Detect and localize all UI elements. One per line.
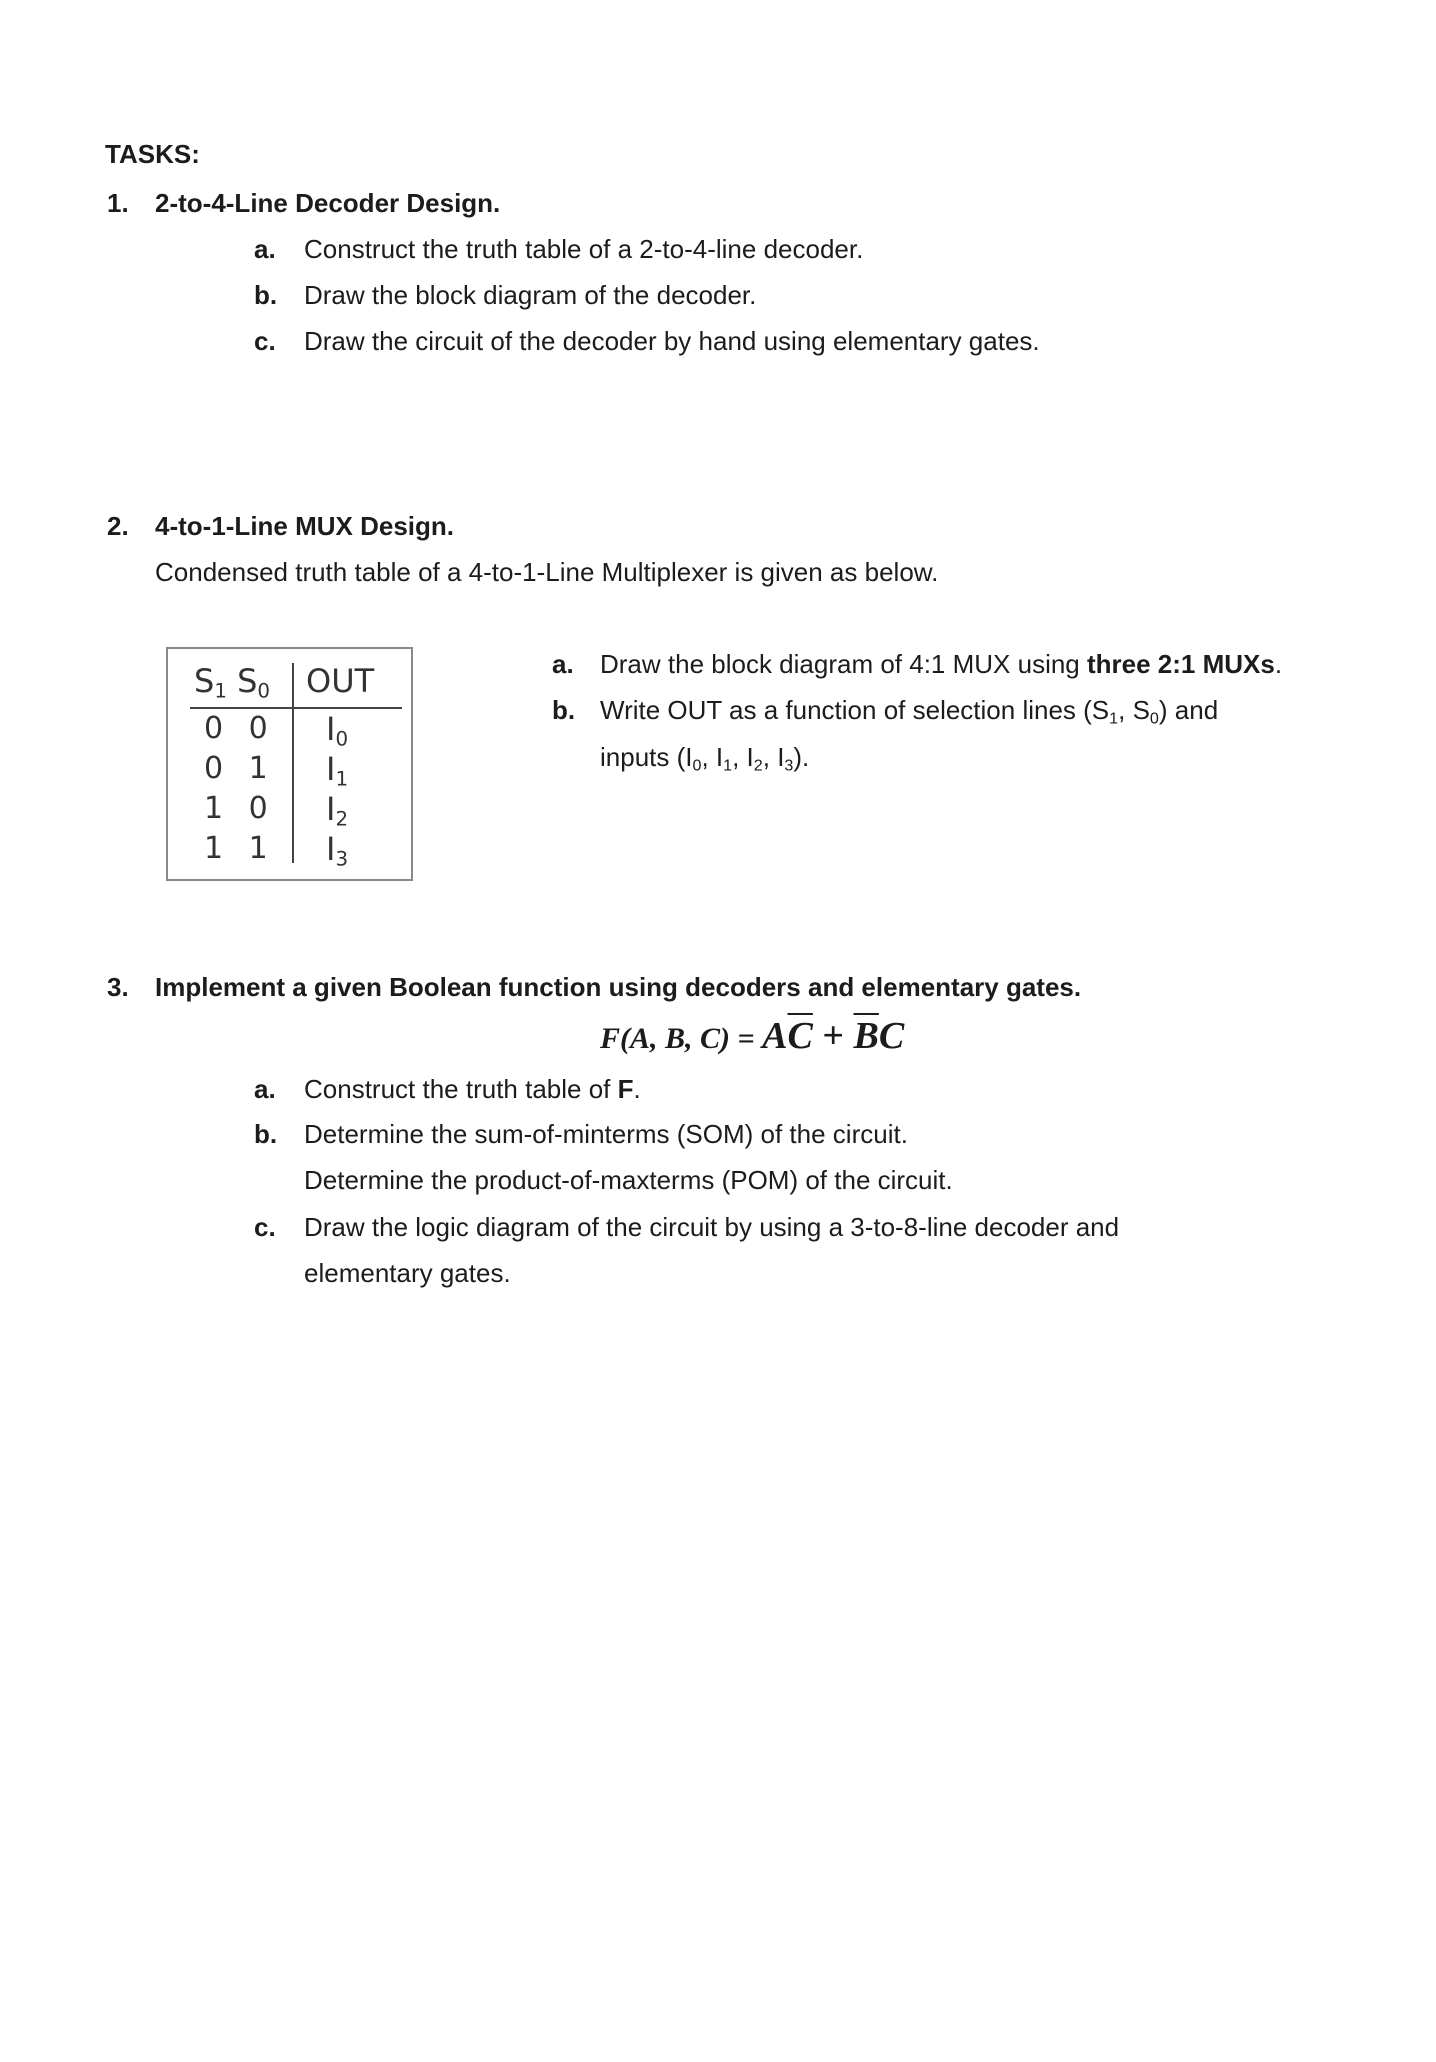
mux-truth-table [166,647,413,881]
task1-item-c-text: Draw the circuit of the decoder by hand using elementary gates. [304,326,1040,356]
task3-item-b-text: Determine the sum-of-minterms (SOM) of the circuit. [304,1119,908,1149]
table-vertical-divider [292,663,294,863]
task3-number: 3. [107,972,129,1002]
header-out: OUT [306,662,375,700]
task3-item-b-text2: Determine the product-of-maxterms (POM) of the circuit. [304,1165,953,1195]
header-selection: $S_1$ $S_0$ [194,662,271,703]
task1-item-a-letter: a. [254,234,276,264]
task2-number: 2. [107,511,129,541]
row-3-out: $I_3$ [326,830,349,871]
task3-item-c-text2: elementary gates. [304,1258,511,1288]
row-1-out: $I_1$ [326,750,349,791]
task2-item-b-line1: Write OUT as a function of selection lines ($S_1$, $S_0$) and [600,695,1219,728]
task2-description: Condensed truth table of a 4-to-1-Line Multiplexer is given as below. [155,557,939,587]
task2-item-b-letter: b. [552,695,576,725]
task2-item-b-line2: inputs ($I_0$, $I_1$, $I_2$, $I_3$). [600,742,810,775]
task3-item-c-letter: c. [254,1212,276,1242]
row-3-sel: 1 1 [204,831,276,866]
tasks-heading: TASKS: [105,139,200,169]
row-1-sel: 0 1 [204,751,276,786]
task2-item-a-text: Draw the block diagram of 4:1 MUX using three 2:1 MUXs. [600,649,1283,679]
row-0-out: $I_0$ [326,710,349,751]
task3-item-a-text: Construct the truth table of F. [304,1074,641,1104]
task1-item-b-letter: b. [254,280,278,310]
task2-item-a-letter: a. [552,649,574,679]
task1-item-b-text: Draw the block diagram of the decoder. [304,280,757,310]
task2-title: 4-to-1-Line MUX Design. [155,511,455,541]
boolean-formula: F(A, B, $C) = A\overline{C} + \overline{B}C$ [600,1015,905,1057]
task3-title: Implement a given Boolean function using decoders and elementary gates. [155,972,1082,1002]
task1-title: 2-to-4-Line Decoder Design. [155,188,501,218]
table-horizontal-divider [190,707,402,709]
task3-item-a-letter: a. [254,1074,276,1104]
row-2-out: $I_2$ [326,790,349,831]
task1-item-c-letter: c. [254,326,276,356]
task1-item-a-text: Construct the truth table of a 2-to-4-line decoder. [304,234,864,264]
row-2-sel: 1 0 [204,791,276,826]
row-0-sel: 0 0 [204,711,276,746]
task1-number: 1. [107,188,129,218]
task3-item-b-letter: b. [254,1119,278,1149]
task3-item-c-text: Draw the logic diagram of the circuit by using a 3-to-8-line decoder and [304,1212,1120,1242]
